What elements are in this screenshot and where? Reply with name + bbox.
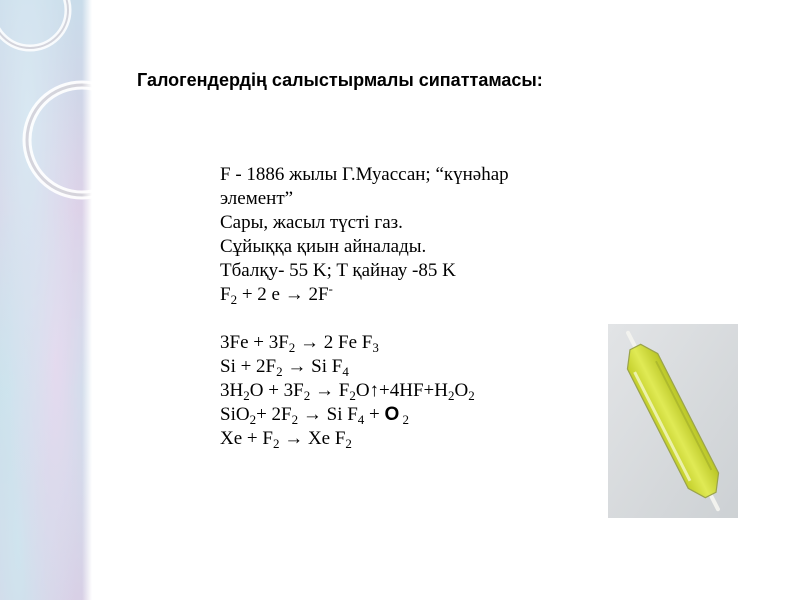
equation-reduction: $F_2 + 2$ e → 2F- xyxy=(220,281,333,307)
spacer xyxy=(220,307,640,331)
equation-silica: $SiO_2+ 2F_2 \to Si$ $F_4 + O$ $_2$ xyxy=(220,404,410,427)
fact-liquefaction: Сұйыққа қиын айналады. xyxy=(220,236,427,257)
ampoule-illustration xyxy=(608,324,738,518)
fact-temperatures: Tбалқу- 55 K; T қайнау -85 K xyxy=(220,260,456,281)
fact-discovery: F - 1886 жылы Г.Муассан; “күнәһар xyxy=(220,164,509,185)
equation-iron: $3Fe + 3F_2 \to 2$ Fe $F_3$ xyxy=(220,332,379,355)
decorative-rings xyxy=(0,0,92,600)
slide-title: Галогендердің салыстырмалы сипаттамасы: xyxy=(137,70,543,90)
fluorine-ampoule-photo xyxy=(608,324,738,518)
fact-discovery-cont: элемент” xyxy=(220,188,294,209)
fluorine-facts xyxy=(220,163,640,451)
fact-color: Сары, жасыл түсті газ. xyxy=(220,212,403,233)
decorative-sidebar xyxy=(0,0,92,600)
equation-water: $3H_2O + 3F_2$ → $F_2O↑+4HF+H_2O_2$ xyxy=(220,380,475,403)
equation-xenon: $Xe + F_2 \to Xe$ $F_2$ xyxy=(220,428,352,451)
equation-silicon: $Si + 2F_2 \to Si$ $F_4$ xyxy=(220,356,349,379)
